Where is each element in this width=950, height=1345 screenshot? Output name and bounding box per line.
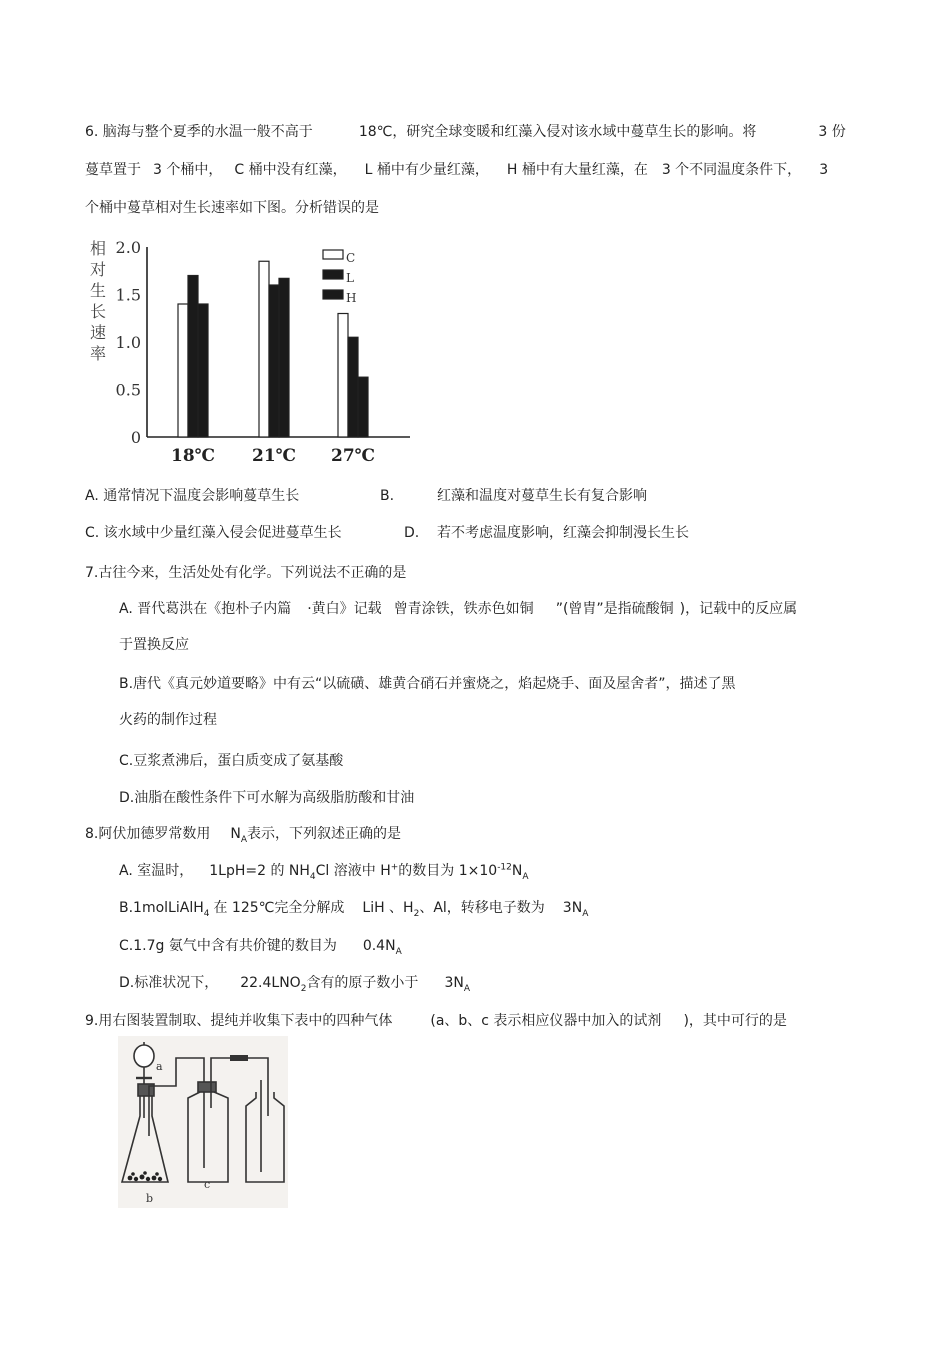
legend-label-h: H [346, 291, 357, 305]
q8-text: 8.阿伏加德罗常数用 [85, 826, 211, 842]
q8-text: 的数目为 1×10 [398, 863, 498, 879]
y-axis-label-char: 相 [89, 239, 107, 258]
q6-option-c: C. 该水域中少量红藻入侵会促进蔓草生长 [85, 525, 342, 541]
q7-option-b-line1: B.唐代《真元妙道要略》中有云“以硫磺、雄黄合硝石并蜜烧之，焰起烧手、面及屋舍者”，描述了黑 [119, 676, 736, 692]
q8-sub: 4 [203, 908, 210, 919]
q7-option-c: C.豆浆煮沸后，蛋白质变成了氨基酸 [119, 753, 344, 769]
q8-stem [85, 825, 401, 843]
q7-stem: 7.古往今来，生活处处有化学。下列说法不正确的是 [85, 565, 407, 581]
label-a: a [156, 1060, 163, 1073]
q8-text: A. 室温时， [119, 863, 194, 879]
x-tick-label: 21℃ [251, 446, 297, 466]
y-tick-label: 0.5 [115, 380, 141, 400]
q6-option-b: 红藻和温度对蔓草生长有复合影响 [437, 488, 647, 504]
q8-sub: A [240, 834, 248, 845]
q8-text: Cl 溶液中 H [315, 863, 391, 879]
legend-swatch-h [323, 290, 343, 299]
chart-y-axis-label [90, 239, 106, 363]
q8-sub: A [463, 983, 470, 994]
legend-label-c: C [346, 251, 356, 265]
y-tick-label: 1.0 [115, 333, 141, 352]
q8-sub: 4 [309, 871, 316, 882]
q7-text: 曾青涂铁，铁赤色如铜 [393, 601, 534, 617]
q6-option-b-label: B. [380, 488, 395, 504]
q8-option-a [119, 862, 529, 880]
bar-l [269, 285, 279, 437]
y-axis-label-char: 长 [89, 302, 107, 321]
q8-text: 在 125℃完全分解成 [213, 900, 345, 916]
q6-stem-line2 [85, 161, 828, 179]
label-c: c [204, 1178, 211, 1191]
bar-c [178, 304, 188, 437]
bar-c [338, 314, 348, 438]
q8-text: C.1.7g 氨气中含有共价键的数目为 [119, 938, 337, 954]
q8-sup: -12 [497, 862, 512, 873]
rubber-joint [230, 1055, 248, 1061]
x-tick-label: 18℃ [170, 446, 216, 466]
y-axis-label-char: 速 [89, 323, 107, 342]
q8-text: 3N [444, 975, 464, 991]
legend-swatch-l [323, 270, 343, 279]
q8-text: 表示，下列叙述正确的是 [247, 826, 402, 842]
q6-text: 3 [819, 162, 829, 178]
y-axis-label-char: 率 [89, 344, 107, 363]
q7-text: A. 晋代葛洪在《抱朴子内篇 [119, 601, 292, 617]
bar-h [198, 304, 208, 437]
q6-text: H 桶中有大量红藻，在 [506, 162, 648, 178]
q6-text: C 桶中没有红藻， [234, 162, 347, 178]
q8-text: 、Al，转移电子数为 [419, 900, 545, 916]
growth-rate-chart [85, 232, 415, 472]
q8-sub: A [522, 871, 529, 882]
bar-c [259, 261, 269, 437]
bar-h [279, 278, 289, 437]
q6-option-a: A. 通常情况下温度会影响蔓草生长 [85, 488, 300, 504]
y-tick-label: 1.5 [115, 285, 141, 305]
q8-option-d [119, 974, 470, 992]
legend-label-l: L [346, 271, 354, 285]
q7-text: ·黄白》记载 [307, 601, 382, 617]
y-tick-label: 0 [130, 428, 141, 447]
q8-text: 22.4LNO [240, 975, 301, 991]
q8-text: LiH 、H [362, 900, 414, 916]
q8-sup: + [390, 862, 399, 873]
q6-stem-line1 [85, 123, 846, 141]
q6-text: 3 份 [818, 124, 846, 140]
q8-sub: A [582, 908, 589, 919]
q8-text: 0.4N [362, 938, 396, 954]
q9-text: 9.用右图装置制取、提纯并收集下表中的四种气体 [85, 1013, 393, 1029]
q7-text: )，记载中的反应属 [679, 601, 798, 617]
y-axis-label-char: 生 [89, 281, 107, 300]
q6-text: 3 个不同温度条件下， [661, 162, 802, 178]
q6-option-d-label: D. [404, 525, 420, 541]
q8-sub: 2 [413, 908, 420, 919]
q8-text: D.标准状况下， [119, 975, 219, 991]
y-axis-label-char: 对 [89, 260, 107, 279]
bar-l [188, 276, 198, 438]
q8-option-b [119, 899, 588, 917]
chart-legend [323, 250, 356, 305]
gas-apparatus-svg [118, 1036, 288, 1208]
q9-text: (a、b、c 表示相应仪器中加入的试剂 [430, 1013, 662, 1029]
q6-text: 蔓草置于 [85, 162, 141, 178]
q8-sub: A [395, 946, 402, 957]
q7-option-a-line1 [119, 600, 797, 618]
q9-text: )，其中可行的是 [683, 1013, 787, 1029]
q8-text: B.1molLiAlH [119, 900, 204, 916]
bar-l [348, 337, 358, 437]
legend-swatch-c [323, 250, 343, 259]
q8-text: N [230, 826, 241, 842]
q7-option-a-line2: 于置换反应 [119, 637, 189, 653]
q8-text: N [511, 863, 523, 879]
chart-bars [178, 261, 368, 437]
q8-text: 1LpH=2 的 NH [209, 863, 310, 879]
q6-text: 18℃，研究全球变暖和红藻入侵对该水域中蔓草生长的影响。将 [358, 124, 757, 140]
bar-h [358, 377, 368, 437]
q7-text: ”(曾胄”是指硫酸铜 [555, 601, 674, 617]
q6-text: 6. 脑海与整个夏季的水温一般不高于 [85, 124, 313, 140]
q7-option-b-line2: 火药的制作过程 [119, 712, 217, 728]
q9-stem [85, 1012, 787, 1030]
y-tick-label: 2.0 [115, 238, 141, 257]
chart-x-ticks [171, 446, 375, 466]
gas-apparatus-figure [118, 1036, 288, 1208]
q6-text: L 桶中有少量红藻， [364, 162, 489, 178]
q8-sub: 2 [300, 983, 307, 994]
q6-option-d: 若不考虑温度影响，红藻会抑制漫长生长 [437, 525, 689, 541]
x-tick-label: 27℃ [330, 446, 376, 466]
q7-option-d: D.油脂在酸性条件下可水解为高级脂肪酸和甘油 [119, 790, 415, 806]
q8-option-c [119, 937, 402, 955]
q8-text: 3N [562, 900, 583, 916]
q8-text: 含有的原子数小于 [306, 975, 419, 991]
q6-text: 3 个桶中， [153, 162, 223, 178]
q6-stem-line3: 个桶中蔓草相对生长速率如下图。分析错误的是 [85, 200, 379, 216]
label-b: b [146, 1192, 154, 1205]
growth-rate-chart-svg [85, 232, 415, 472]
